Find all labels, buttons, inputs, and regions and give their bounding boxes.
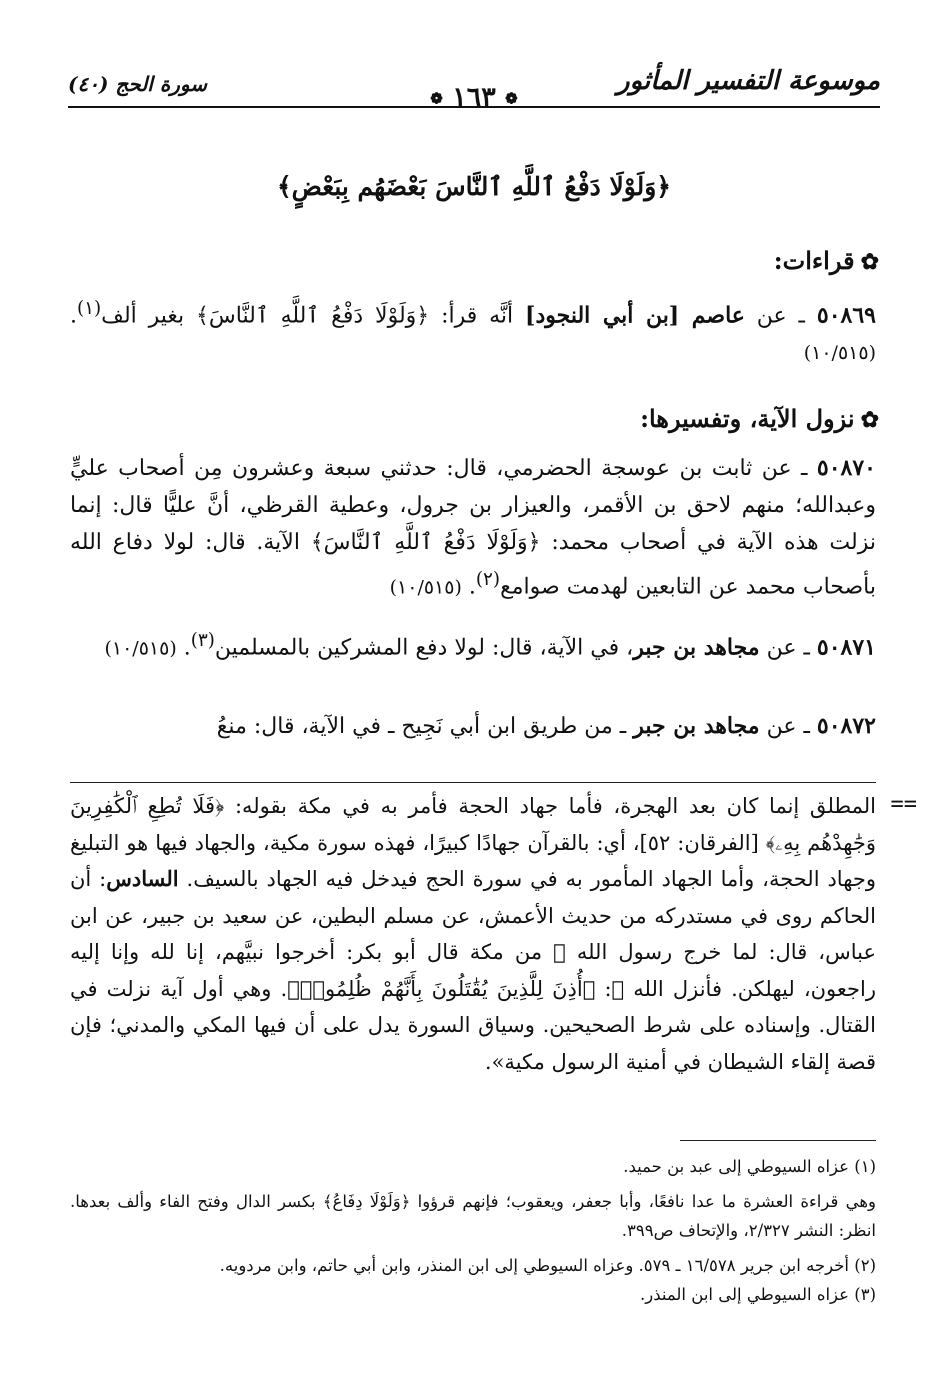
footnote-3: (٣) عزاه السيوطي إلى ابن المنذر.: [640, 1285, 876, 1304]
flower-icon: ✿: [860, 407, 879, 433]
entry-50872: [70, 708, 876, 745]
note-text: : أن الحاكم روى في مستدركه من حديث الأعمش، عن مسلم البطين، عن سعيد بن جبير، عن ابن عباس، قال: لما خرج رسول الله ﷺ من مكة قال أبو بكر: أخرجوا نبيَّهم، إنا لله وإنا إليه راجعون، ليهلكن. فأنزل الله ﷻ: ﴿أُذِنَ لِلَّذِينَ يُقَٰتَلُونَ بِأَنَّهُمْ ظُلِمُوا۟﴾. وهي أول آية نزلت في القتال. وإسناده على شرط الصحيحين. وسياق السورة يدل على أن فيها المكي والمدني؛ فإن قصة إلقاء الشيطان في أمنية الرسول مكية».: [70, 867, 876, 1074]
book-title: موسوعة التفسير المأثور: [617, 66, 880, 96]
reference: (١٠/٥١٥): [104, 637, 177, 660]
reference: (١٠/٥١٥): [803, 342, 876, 365]
section-title-qiraat: [774, 246, 879, 275]
section-title-text: نزول الآية، وتفسيرها:: [640, 404, 855, 433]
entry-50870: [70, 450, 876, 606]
footnote-marker[interactable]: (١): [77, 298, 102, 319]
section-title-text: قراءات:: [773, 246, 855, 275]
entry-text: ـ عن: [744, 303, 806, 329]
entry-text: ـ من طريق ابن أبي نَجِيح ـ في الآية، قال: منعُ: [216, 714, 634, 739]
footnote-marker[interactable]: (٣): [190, 630, 215, 651]
entry-text: ـ عن ثابت بن عوسجة الحضرمي، قال: حدثني سبعة وعشرون مِن أصحاب عليٍّ وعبدالله؛ منهم لاحق بن الأقمر، والعيزار بن جرول، وعطية القرظي، أنَّ عليًّا قال: إنما نزلت هذه الآية في أصحاب محمد: ﴿وَلَوْلَا دَفْعُ ٱللَّهِ ٱلنَّاسَ﴾ الآية. قال: لولا دفاع الله بأصحاب محمد عن التابعين لهدمت صوامع: [70, 456, 876, 600]
ornament-icon: ❁: [430, 89, 443, 108]
entry-text: .: [461, 574, 476, 600]
footnote-marker[interactable]: (٢): [475, 569, 501, 590]
note-bold-term: السادس: [106, 866, 179, 891]
ornament-icon: ❁: [505, 89, 518, 108]
entry-number: ٥٠٨٦٩: [816, 302, 876, 329]
narrator: مجاهد بن جبر: [633, 713, 760, 739]
entry-text: .: [70, 303, 77, 329]
surah-label: سورة الحج (٤٠): [68, 72, 208, 96]
entry-50869: [70, 290, 876, 372]
entry-text: ، في الآية، قال: لولا دفع المشركين بالمسلمين: [214, 635, 634, 661]
entry-text: أنَّه قرأ: ﴿وَلَوْلَا دَفْعُ ٱللَّهِ ٱلنَّاسَ﴾ بغير ألف: [101, 303, 526, 329]
page-number: ١٦٣: [452, 82, 496, 113]
footnote-rule: [680, 1140, 876, 1141]
header-rule: [68, 106, 880, 108]
note-text: المطلق إنما كان بعد الهجرة، فأما جهاد الحجة فأمر به في مكة بقوله: ﴿فَلَا تُطِعِ ٱلْكَٰفِرِينَ وَجَٰهِدْهُم بِهِۦ﴾ [الفرقان: ٥٢]، أي: بالقرآن جهادًا كبيرًا، فهذه سورة مكية، والجهاد فيها هو التبليغ وجهاد الحجة، وأما الجهاد المأمور به في سورة الحج فيدخل فيه الجهاد بالسيف.: [70, 794, 877, 891]
footnote-2: (٢) أخرجه ابن جرير ١٦/٥٧٨ ـ ٥٧٩. وعزاه السيوطي إلى ابن المنذر، وابن أبي حاتم، وابن مردويه.: [219, 1256, 876, 1275]
footnotes: [70, 1152, 876, 1309]
page-header: [68, 60, 880, 113]
entry-text: .: [176, 635, 191, 661]
entry-text: ـ عن: [759, 635, 810, 661]
entry-text: ـ عن: [759, 714, 810, 739]
narrator: عاصم [بن أبي النجود]: [525, 302, 745, 329]
continuation-mark: ==: [890, 792, 917, 817]
narrator: مجاهد بن جبر: [633, 634, 760, 661]
entry-number: ٥٠٨٧٠: [816, 455, 876, 481]
continued-note: [70, 788, 876, 1080]
margin-separator: [70, 782, 876, 783]
footnote-1-continued: وهي قراءة العشرة ما عدا نافعًا، وأبا جعفر، ويعقوب؛ فإنهم قرؤوا ﴿وَلَوْلَا دِفَاعُ﴾ بكسر الدال وفتح الفاء وألف بعدها. انظر: النشر ٢/٣٢٧، والإتحاف ص٣٩٩.: [70, 1192, 876, 1240]
reference: (١٠/٥١٥): [389, 576, 462, 599]
entry-number: ٥٠٨٧١: [816, 634, 876, 661]
footnote-1: (١) عزاه السيوطي إلى عبد بن حميد.: [623, 1157, 876, 1176]
entry-50871: [70, 622, 876, 667]
verse-heading: ﴿وَلَوْلَا دَفْعُ ٱللَّهِ ٱلنَّاسَ بَعْضَهُم بِبَعْضٍ﴾: [276, 172, 671, 201]
flower-icon: ✿: [860, 249, 879, 275]
entry-number: ٥٠٨٧٢: [816, 713, 876, 739]
section-title-nuzul: [640, 404, 879, 433]
page-number-block: [430, 82, 517, 113]
